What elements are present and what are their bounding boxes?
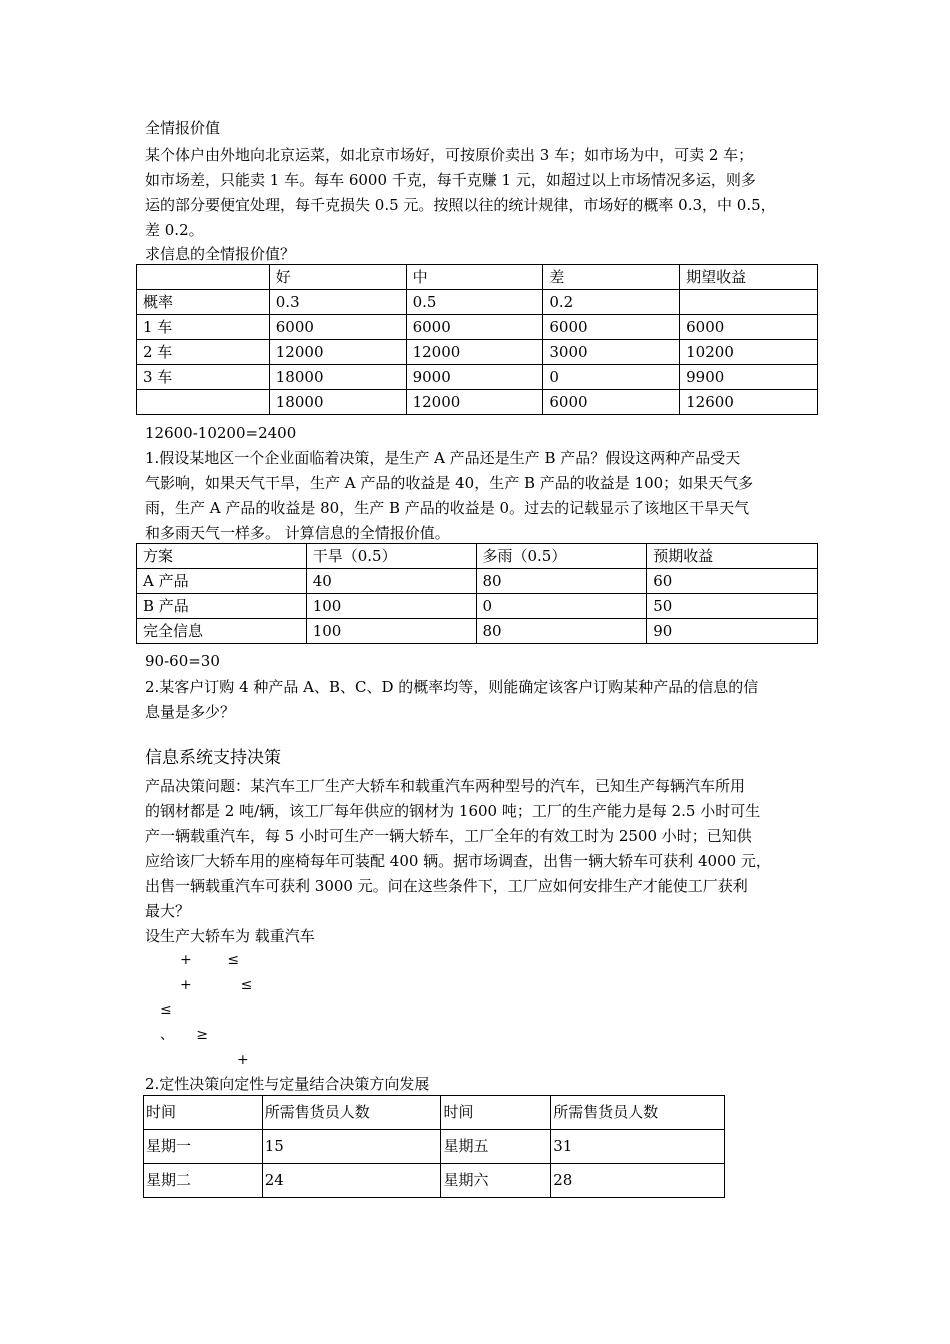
table-cell: 中	[406, 265, 543, 290]
paragraph-line: 某个体户由外地向北京运菜，如北京市场好，可按原价卖出 3 车；如市场为中，可卖 2 车；	[145, 146, 754, 164]
paragraph-line: 息量是多少？	[145, 703, 236, 721]
table-cell	[680, 290, 818, 315]
result-text: 90-60=30	[145, 652, 220, 670]
result-text: 12600-10200=2400	[145, 424, 297, 442]
table-cell: 6000	[543, 315, 680, 340]
section-heading: 信息系统支持决策	[145, 748, 281, 768]
table-cell: 2 车	[137, 340, 270, 365]
table-cell: 80	[476, 619, 647, 644]
table-cell: 90	[647, 619, 818, 644]
staff-table	[143, 1095, 725, 1198]
paragraph-line: 差 0.2。	[145, 221, 204, 239]
table-cell: 时间	[144, 1096, 263, 1130]
table-row	[137, 390, 818, 415]
table-cell: 3000	[543, 340, 680, 365]
table-cell: 28	[551, 1164, 725, 1198]
table-cell: 0	[476, 594, 647, 619]
table-cell: 80	[476, 569, 647, 594]
table-row	[144, 1130, 725, 1164]
table-cell	[137, 390, 270, 415]
paragraph-line: 如市场差，只能卖 1 车。每车 6000 千克，每千克赚 1 元，如超过以上市场情况多运，则多	[145, 171, 756, 189]
constraint-line: 、 ≥	[160, 1027, 208, 1043]
paragraph-line: 出售一辆载重汽车可获利 3000 元。问在这些条件下，工厂应如何安排生产才能使工厂获利	[145, 877, 748, 895]
table-cell: 50	[647, 594, 818, 619]
table-row	[137, 594, 818, 619]
table-cell: 概率	[137, 290, 270, 315]
setup-text: 设生产大轿车为 载重汽车	[145, 927, 315, 945]
constraint-line: ≤	[160, 1002, 172, 1018]
table-cell: 0.3	[269, 290, 406, 315]
table-cell: B 产品	[137, 594, 307, 619]
market-table	[136, 264, 818, 415]
table-cell: 40	[306, 569, 476, 594]
paragraph-line: 的钢材都是 2 吨/辆，该工厂每年供应的钢材为 1600 吨；工厂的生产能力是每 2.5 小时可生	[145, 802, 761, 820]
table-cell: 1 车	[137, 315, 270, 340]
table-cell: 12000	[406, 340, 543, 365]
table-cell: 多雨（0.5）	[476, 544, 647, 569]
table-cell: 9900	[680, 365, 818, 390]
table-cell: 100	[306, 619, 476, 644]
table-cell: 星期六	[441, 1164, 551, 1198]
table-cell: 差	[543, 265, 680, 290]
section-title: 2.定性决策向定性与定量结合决策方向发展	[145, 1075, 430, 1093]
paragraph-line: 气影响，如果天气干旱，生产 A 产品的收益是 40，生产 B 产品的收益是 100；如果天气多	[145, 474, 754, 492]
paragraph-line: 2.某客户订购 4 种产品 A、B、C、D 的概率均等，则能确定该客户订购某种产品的信息的信	[145, 678, 759, 696]
table-cell: 12000	[406, 390, 543, 415]
table-row	[137, 340, 818, 365]
table-cell: 9000	[406, 365, 543, 390]
table-cell: 0	[543, 365, 680, 390]
table-cell: 3 车	[137, 365, 270, 390]
table-row	[144, 1164, 725, 1198]
objective-line: +	[237, 1052, 249, 1068]
table-cell: 方案	[137, 544, 307, 569]
table-cell: 时间	[441, 1096, 551, 1130]
table-cell: 6000	[543, 390, 680, 415]
table-header-row	[137, 265, 818, 290]
table-cell: 10200	[680, 340, 818, 365]
table-cell: 100	[306, 594, 476, 619]
table-cell: 6000	[269, 315, 406, 340]
table-cell: 6000	[406, 315, 543, 340]
question-text: 求信息的全情报价值？	[145, 245, 296, 263]
table-row	[137, 619, 818, 644]
table-row	[137, 290, 818, 315]
table-cell: 星期二	[144, 1164, 263, 1198]
table-cell: 期望收益	[680, 265, 818, 290]
paragraph-line: 产品决策问题：某汽车工厂生产大轿车和载重汽车两种型号的汽车，已知生产每辆汽车所用	[145, 777, 746, 795]
table-cell: 12000	[269, 340, 406, 365]
table-cell: 18000	[269, 365, 406, 390]
table-cell: 6000	[680, 315, 818, 340]
table-row	[137, 315, 818, 340]
paragraph-line: 最大？	[145, 902, 191, 920]
table-header-row	[137, 544, 818, 569]
table-cell: 完全信息	[137, 619, 307, 644]
paragraph-line: 雨，生产 A 产品的收益是 80，生产 B 产品的收益是 0。过去的记载显示了该地区干旱天气	[145, 499, 750, 517]
table-cell: 干旱（0.5）	[306, 544, 476, 569]
table-header-row	[144, 1096, 725, 1130]
table-cell: 60	[647, 569, 818, 594]
table-cell: 预期收益	[647, 544, 818, 569]
table-cell: 0.2	[543, 290, 680, 315]
paragraph-line: 运的部分要便宜处理，每千克损失 0.5 元。按照以往的统计规律，市场好的概率 0.3，中 0.5，	[145, 196, 776, 214]
paragraph-line: 1.假设某地区一个企业面临着决策，是生产 A 产品还是生产 B 产品？假设这两种产品受天	[145, 449, 741, 467]
table-cell: 所需售货员人数	[262, 1096, 441, 1130]
table-cell: 星期一	[144, 1130, 263, 1164]
paragraph-line: 和多雨天气一样多。 计算信息的全情报价值。	[145, 524, 450, 542]
paragraph-line: 应给该厂大轿车用的座椅每年可装配 400 辆。据市场调查，出售一辆大轿车可获利 4000 元，	[145, 852, 771, 870]
table-cell: 24	[262, 1164, 441, 1198]
weather-table	[136, 543, 818, 644]
table-cell: 12600	[680, 390, 818, 415]
constraint-line: + ≤	[180, 977, 253, 993]
table-row	[137, 569, 818, 594]
table-cell: 好	[269, 265, 406, 290]
paragraph-line: 产一辆载重汽车，每 5 小时可生产一辆大轿车，工厂全年的有效工时为 2500 小时；已知供	[145, 827, 752, 845]
table-cell: A 产品	[137, 569, 307, 594]
section-title: 全情报价值	[145, 119, 221, 137]
constraint-line: + ≤	[180, 952, 240, 968]
table-row	[137, 365, 818, 390]
table-cell	[137, 265, 270, 290]
table-cell: 31	[551, 1130, 725, 1164]
table-cell: 星期五	[441, 1130, 551, 1164]
table-cell: 0.5	[406, 290, 543, 315]
table-cell: 18000	[269, 390, 406, 415]
table-cell: 15	[262, 1130, 441, 1164]
table-cell: 所需售货员人数	[551, 1096, 725, 1130]
